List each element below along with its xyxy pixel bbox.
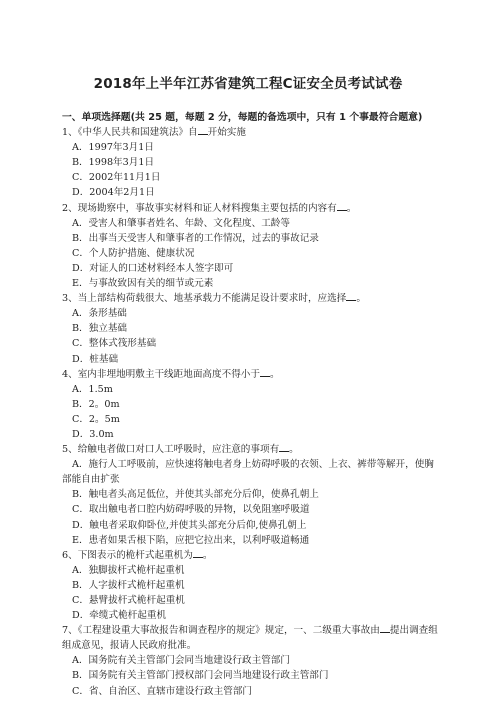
answer-option: D．3.0m xyxy=(72,428,114,440)
answer-option: A．受害人和肇事者姓名、年龄、文化程度、工龄等 xyxy=(72,217,290,229)
answer-option: A．国务院有关主管部门会同当地建设行政主管部门 xyxy=(72,655,290,667)
question-prompt-text: 1、《中华人民共和国建筑法》自 xyxy=(62,127,198,139)
answer-option: D．2004年2月1日 xyxy=(72,187,155,199)
answer-option: D．对证人的口述材料经本人签字即可 xyxy=(72,262,234,274)
question-prompt-text: 4、室内非埋地明敷主干线距地面高度不得小于 xyxy=(62,368,260,380)
answer-option: A．1.5m xyxy=(72,383,113,395)
question-prompt-text: 3、当上部结构荷载很大、地基承载力不能满足设计要求时，应选择 xyxy=(62,293,347,305)
answer-option: C．2。5m xyxy=(72,413,120,425)
answer-option: B．2。0m xyxy=(72,398,120,410)
question-prompt xyxy=(62,623,438,653)
answer-option: D．桩基础 xyxy=(72,353,119,365)
question-1 xyxy=(62,125,438,200)
answer-blank xyxy=(279,442,289,452)
question-prompt-text: 7、《工程建设重大事故报告和调查程序的规定》规定，一、二级重大事故由 xyxy=(62,625,380,637)
answer-option: B．独立基础 xyxy=(72,323,128,335)
answer-option: D．触电者采取仰卧位,并使其头部充分后仰,使鼻孔朝上 xyxy=(72,519,307,531)
answer-blank xyxy=(380,623,390,633)
question-6 xyxy=(62,548,438,623)
answer-option: B．国务院有关主管部门授权部门会同当地建设行政主管部门 xyxy=(72,670,329,682)
answer-option: E．患者如果舌根下陷，应把它拉出来，以利呼吸道畅通 xyxy=(72,534,310,546)
answer-blank xyxy=(193,548,203,558)
answer-option: C．悬臂拔杆式桅杆起重机 xyxy=(72,595,185,606)
section-heading: 一、单项选择题(共 25 题，每题 2 分，每题的备选项中，只有 1 个事最符合题意) xyxy=(62,112,423,123)
answer-option: C．取出触电者口腔内妨碍呼吸的异物，以免阻塞呼吸道 xyxy=(72,504,310,516)
answer-option: A．施行人工呼吸前，应快速将触电者身上妨碍呼吸的衣领、上衣、裤带等解开，使胸部能自由扩张 xyxy=(62,459,434,486)
answer-option: B．1998年3月1日 xyxy=(72,157,155,169)
question-prompt xyxy=(62,201,438,216)
question-prompt-tail: 。 xyxy=(202,549,213,561)
question-prompt-tail: 开始实施 xyxy=(207,127,246,139)
answer-option: B．触电者头高足低位，并使其头部充分后仰，使鼻孔朝上 xyxy=(72,489,319,501)
question-5 xyxy=(62,442,438,548)
question-prompt-tail: 提出调查组组成意见，报请人民政府批准。 xyxy=(62,625,438,652)
answer-blank xyxy=(337,201,347,211)
question-prompt-tail: 。 xyxy=(269,368,280,380)
document-title: 2018年上半年江苏省建筑工程C证安全员考试试卷 xyxy=(93,76,403,92)
question-prompt-tail: 。 xyxy=(346,202,357,214)
question-prompt-text: 5、给触电者做口对口人工呼吸时，应注意的事项有 xyxy=(62,444,280,456)
question-prompt-tail: 。 xyxy=(356,293,366,305)
answer-option: A．独脚拔杆式桅杆起重机 xyxy=(72,564,185,576)
question-list xyxy=(62,125,438,699)
question-prompt xyxy=(62,291,438,306)
question-4 xyxy=(62,367,438,442)
question-prompt xyxy=(62,125,438,140)
question-prompt-tail: 。 xyxy=(289,444,299,456)
question-prompt xyxy=(62,442,438,457)
answer-option: D．牵缆式桅杆起重机 xyxy=(72,610,167,622)
answer-option: B．出事当天受害人和肇事者的工作情况，过去的事故记录 xyxy=(72,232,319,244)
answer-blank xyxy=(346,291,356,301)
answer-option: C．个人防护措施、健康状况 xyxy=(72,247,195,259)
answer-option: B．人字拔杆式桅杆起重机 xyxy=(72,579,185,591)
question-prompt-text: 6、下图表示的桅杆式起重机为 xyxy=(62,549,193,561)
answer-option: A．1997年3月1日 xyxy=(72,142,154,154)
answer-option: A．条形基础 xyxy=(72,308,127,320)
question-7 xyxy=(62,623,438,698)
answer-option: E．与事故致因有关的细节或元素 xyxy=(72,278,214,290)
answer-blank xyxy=(260,367,270,377)
question-3 xyxy=(62,291,438,366)
question-prompt xyxy=(62,548,438,563)
answer-option: C．整体式筏形基础 xyxy=(72,338,157,350)
answer-option: C．省、自治区、直辖市建设行政主管部门 xyxy=(72,685,253,697)
answer-option: C．2002年11月1日 xyxy=(72,172,161,184)
answer-blank xyxy=(198,125,208,135)
question-prompt xyxy=(62,367,438,382)
question-2 xyxy=(62,201,438,292)
question-prompt-text: 2、现场勘察中，事故事实材料和证人材料搜集主要包括的内容有 xyxy=(62,202,337,214)
document-body xyxy=(62,110,438,699)
